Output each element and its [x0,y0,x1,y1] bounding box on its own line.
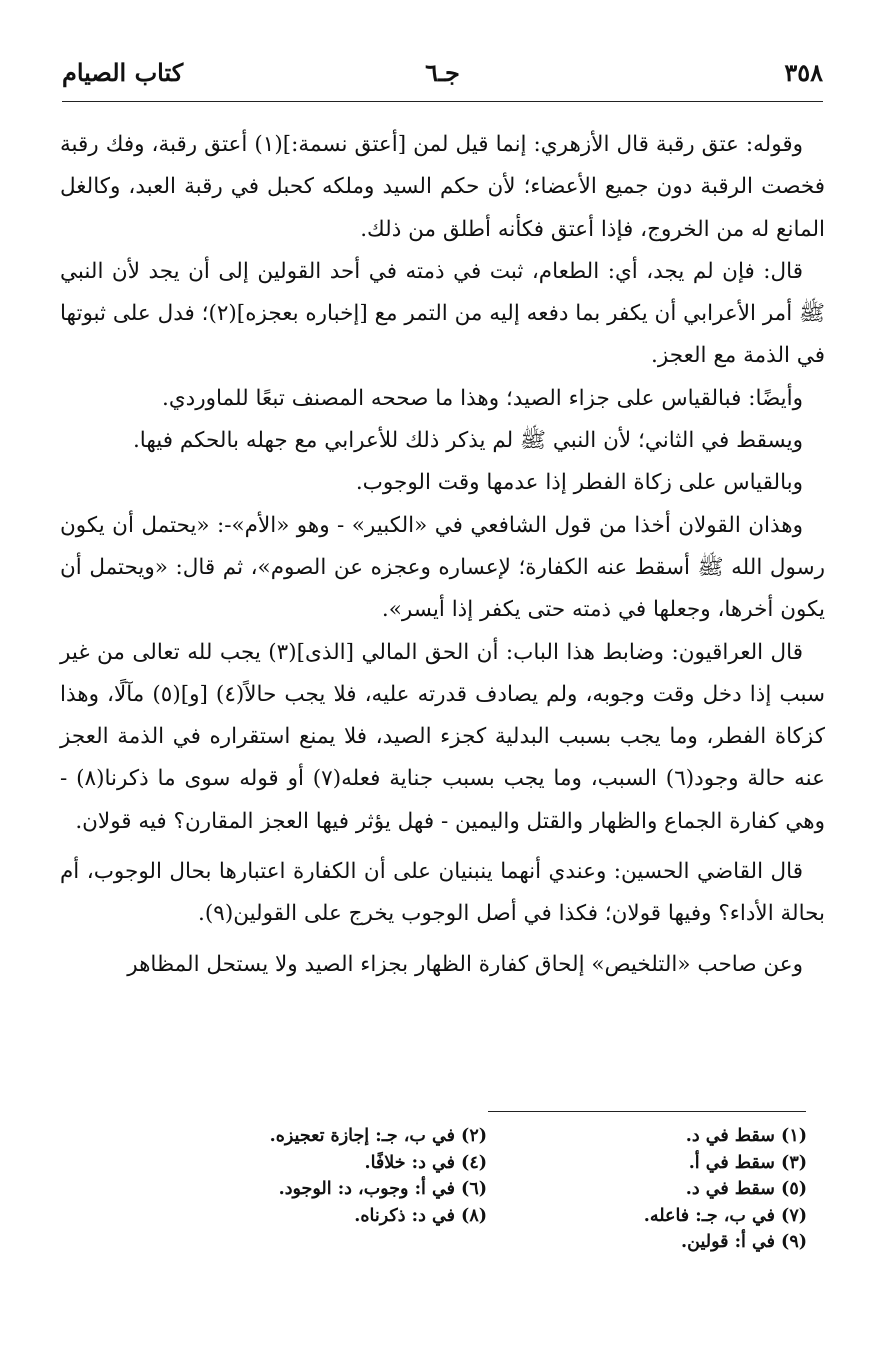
footnote: (٨) في د: ذكرناه. [354,1205,487,1226]
volume-label: جـ٦ [425,58,460,87]
page-header [62,58,823,98]
book-title: كتاب الصيام [62,58,184,87]
paragraph: وقوله: عتق رقبة قال الأزهري: إنما قيل لمن [أعتق نسمة:](١) أعتق رقبة، وفك رقبة فخصت الرقبة دون جميع الأعضاء؛ لأن حكم السيد وملكه كحبل في رقبة العبد، وكالغل المانع له من الخروج، فإذا أعتق فكأنه أطلق من ذلك. [60,132,825,242]
paragraph: قال العراقيون: وضابط هذا الباب: أن الحق المالي [الذى](٣) يجب لله تعالى من غير سبب إذا دخل وقت وجوبه، ولم يصادف قدرته عليه، فلا يجب حالاً(٤) [و](٥) مآلًا، وهذا كزكاة الفطر، وما يجب بسبب البدلية كجزء الصيد، فلا يمنع استقراره في الذمة العجز عنه حالة وجود(٦) السبب، وما يجب بسبب جناية فعله(٧) أو قوله سوى ما ذكرنا(٨) - وهي كفارة الجماع والظهار والقتل واليمين - فهل يؤثر فيها العجز المقارن؟ فيه قولان. [60,639,825,834]
footnote-row [167,1229,807,1256]
paragraph: وهذان القولان أخذا من قول الشافعي في «الكبير» - وهو «الأم»-: «يحتمل أن يكون رسول الله ﷺ أسقط عنه الكفارة؛ لإعساره وعجزه عن الصوم»، ثم قال: «ويحتمل أن يكون أخرها، وجعلها في ذمته حتى يكفر إذا أيسر». [60,512,825,623]
paragraph: وعن صاحب «التلخيص» إلحاق كفارة الظهار بجزاء الصيد ولا يستحل المظاهر [127,951,803,977]
page-number: ٣٥٨ [784,58,823,87]
main-text [60,124,825,986]
paragraph: قال: فإن لم يجد، أي: الطعام، ثبت في ذمته في أحد القولين إلى أن يجد لأن النبي ﷺ أمر الأعرابي أن يكفر بما دفعه إليه من التمر مع [إخباره بعجزه](٢)؛ فدل على ثبوتها في الذمة مع العجز. [60,258,825,369]
footnote: (٥) سقط في د. [685,1179,807,1199]
paragraph: ويسقط في الثاني؛ لأن النبي ﷺ لم يذكر ذلك للأعرابي مع جهله بالحكم فيها. [132,428,803,454]
footnote-row [167,1123,807,1150]
footnote: (١) سقط في د. [685,1126,807,1146]
footnote-row [167,1176,807,1203]
footnote-divider [488,1111,806,1112]
footnote: (٢) في ب، جـ: إجازة تعجيزه. [269,1126,487,1146]
header-divider [62,101,823,102]
footnote: (٤) في د: خلافًا. [364,1152,487,1173]
paragraph: وأيضًا: فبالقياس على جزاء الصيد؛ وهذا ما صححه المصنف تبعًا للماوردي. [161,385,803,411]
footnote: (٣) سقط في أ. [688,1152,807,1173]
footnote: (٧) في ب، جـ: فاعله. [643,1205,807,1226]
footnotes [167,1123,807,1256]
footnote-row [167,1203,807,1230]
paragraph: قال القاضي الحسين: وعندي أنهما ينبنيان على أن الكفارة اعتبارها بحال الوجوب، أم بحالة الأداء؟ وفيها قولان؛ فكذا في أصل الوجوب يخرج على القولين(٩). [60,859,825,927]
footnote: (٦) في أ: وجوب، د: الوجود. [278,1179,487,1199]
footnote-row [167,1150,807,1177]
paragraph: وبالقياس على زكاة الفطر إذا عدمها وقت الوجوب. [355,470,803,496]
footnote: (٩) في أ: قولين. [681,1232,807,1252]
